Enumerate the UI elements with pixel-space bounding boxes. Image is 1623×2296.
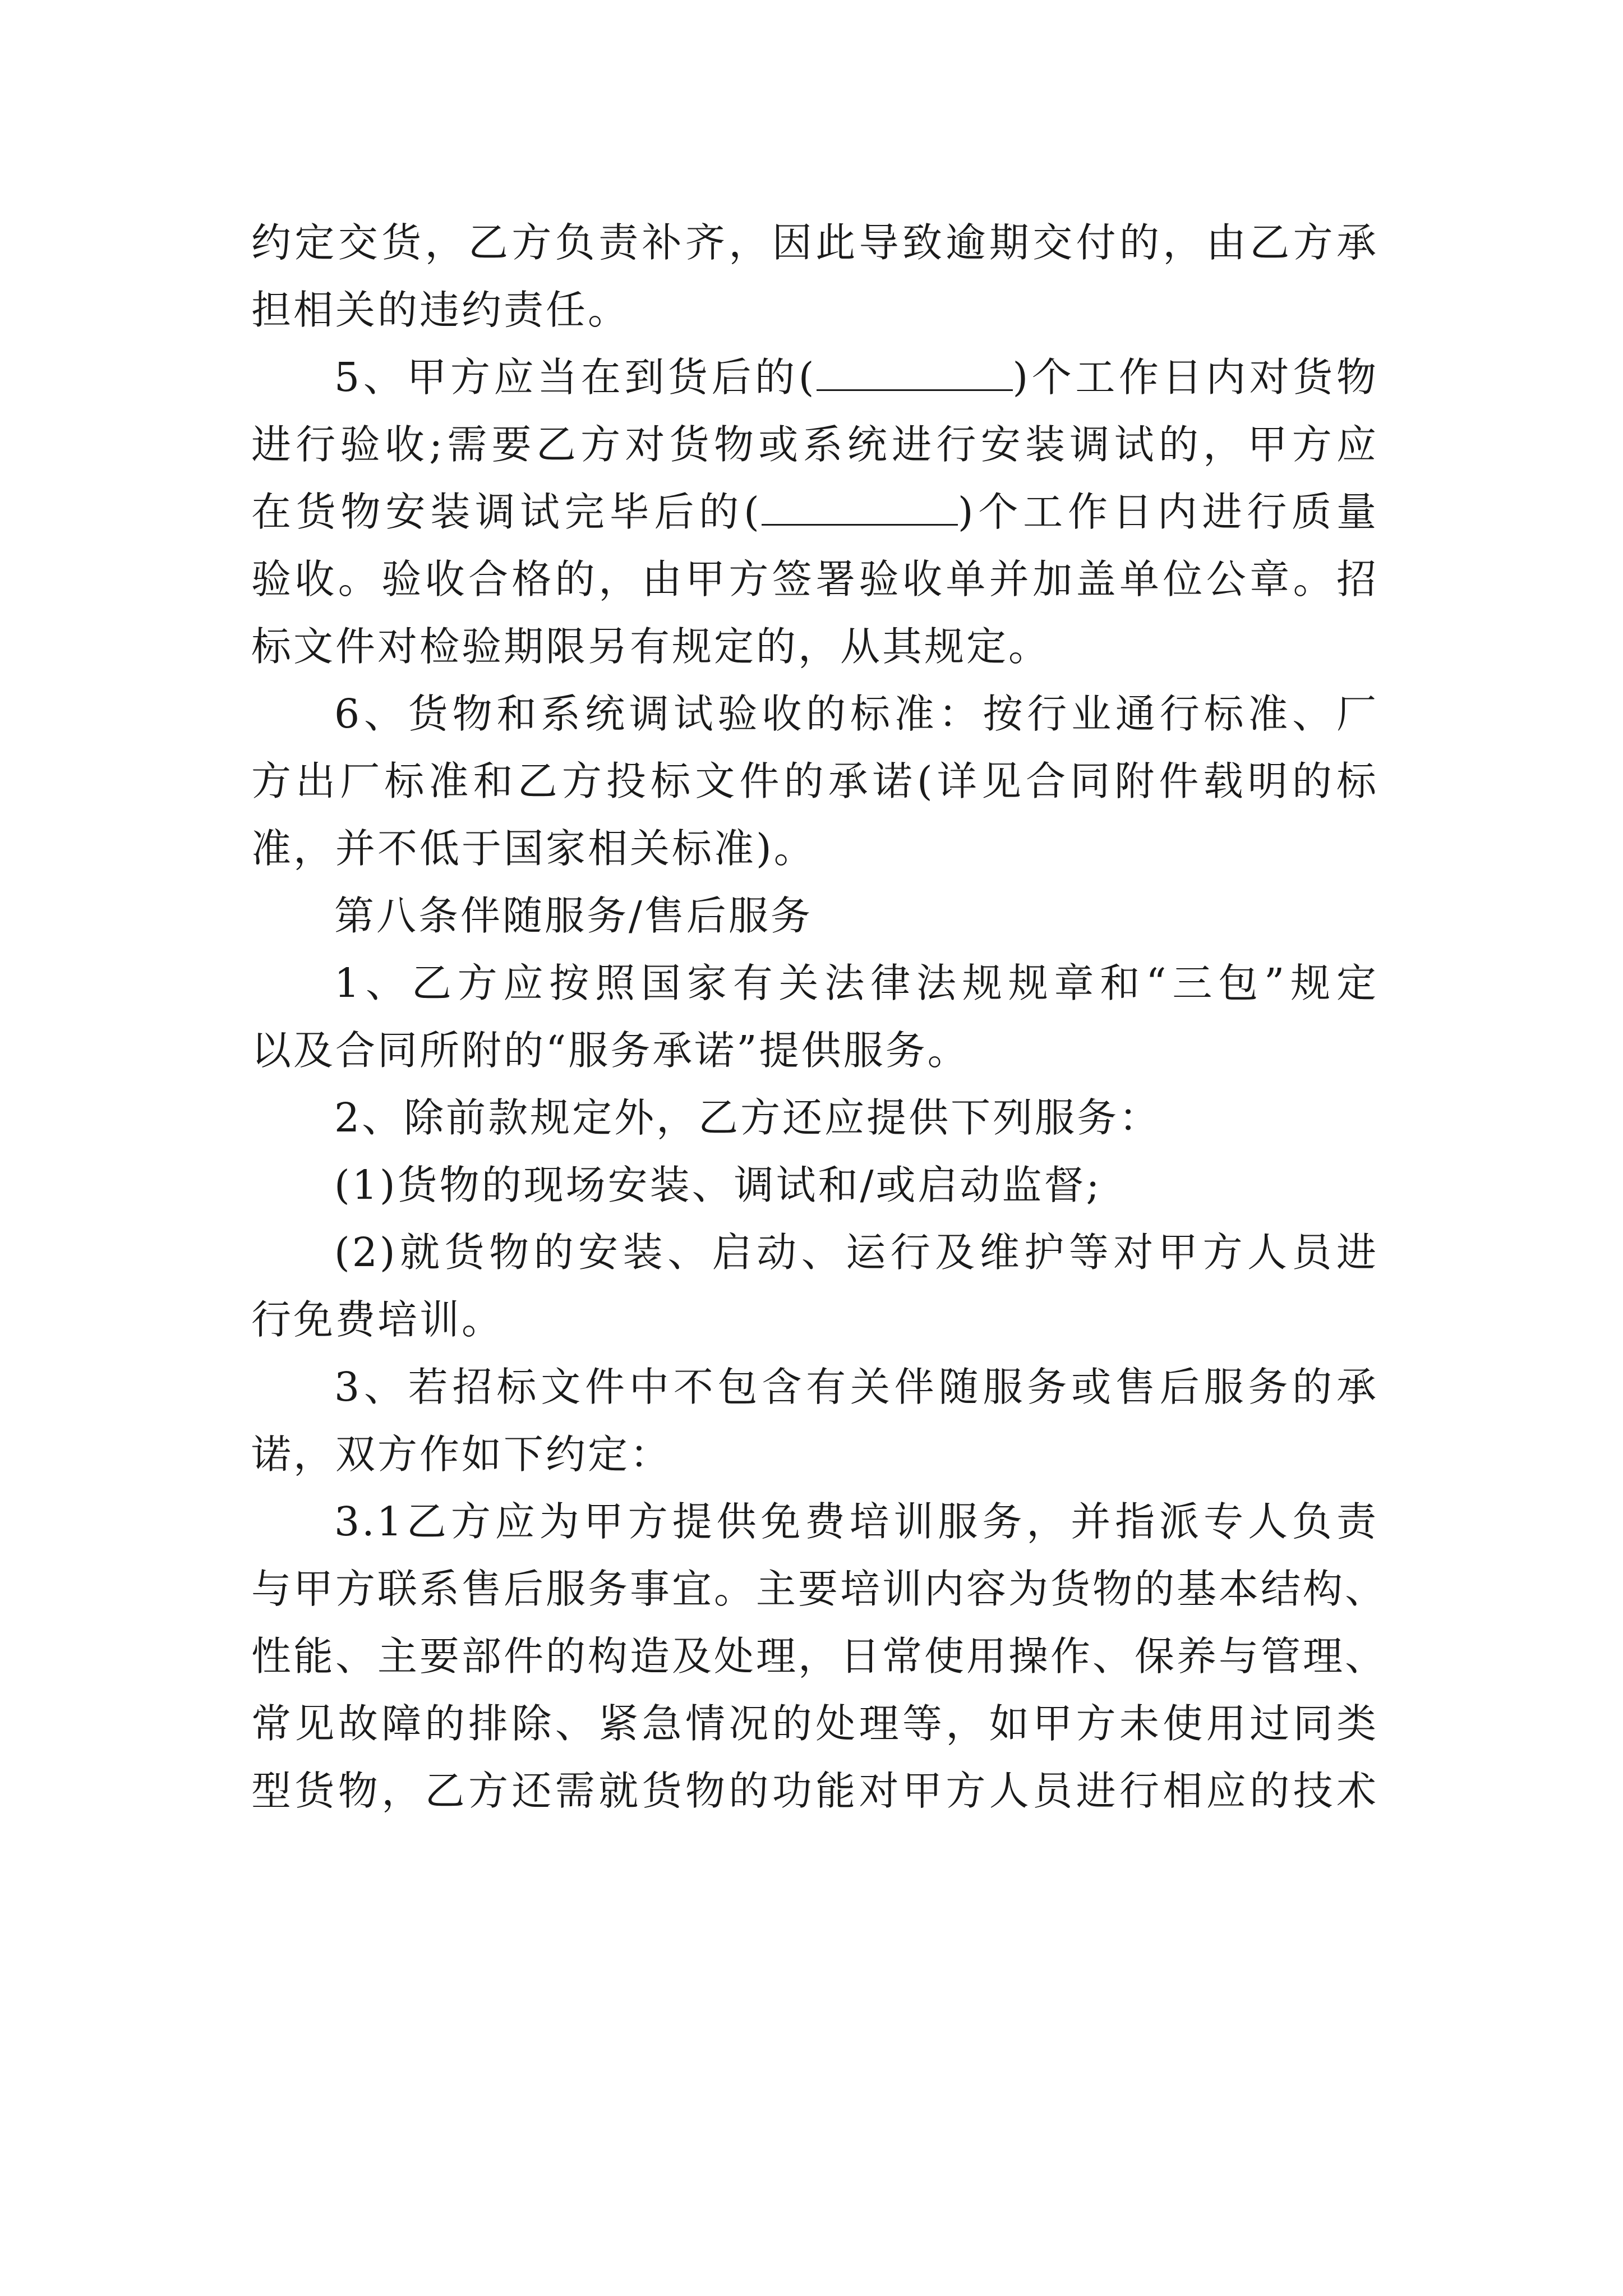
text-line: 担相关的违约责任。	[251, 287, 630, 333]
text-fragment: )个工作日内进行质量	[957, 489, 1378, 535]
text-line: 2、除前款规定外，乙方还应提供下列服务：	[334, 1094, 1161, 1141]
paragraph-service-3	[251, 1354, 1378, 1488]
fill-in-blank	[817, 356, 1013, 391]
section-heading: 第八条伴随服务/售后服务	[334, 892, 813, 939]
text-fragment: )个工作日内对货物	[1012, 354, 1379, 401]
paragraph-service-2-item-1	[251, 1152, 1378, 1219]
text-line: 标文件对检验期限另有规定的，从其规定。	[251, 623, 1051, 670]
text-line: 常见故障的排除、紧急情况的处理等，如甲方未使用过同类	[251, 1700, 1378, 1747]
document-body	[251, 209, 1387, 1825]
text-line: 进行验收;需要乙方对货物或系统进行安装调试的，甲方应	[251, 421, 1378, 468]
text-line	[251, 478, 1378, 546]
text-line: 性能、主要部件的构造及处理，日常使用操作、保养与管理、	[251, 1633, 1387, 1680]
paragraph-service-1	[251, 950, 1378, 1084]
paragraph-service-3-1	[251, 1488, 1387, 1825]
paragraph-acceptance-inspection	[251, 344, 1378, 680]
paragraph-service-2-item-2	[251, 1219, 1378, 1354]
text-line: 验收。验收合格的，由甲方签署验收单并加盖单位公章。招	[251, 556, 1378, 602]
text-fragment: 在货物安装调试完毕后的(	[251, 489, 762, 535]
text-line: 约定交货，乙方负责补齐，因此导致逾期交付的，由乙方承	[251, 219, 1378, 266]
paragraph-delivery-liability	[251, 209, 1378, 344]
text-line: 方出厂标准和乙方投标文件的承诺(详见合同附件载明的标	[251, 758, 1378, 804]
text-line: (1)货物的现场安装、调试和/或启动监督;	[334, 1162, 1102, 1208]
text-line: (2)就货物的安装、启动、运行及维护等对甲方人员进	[334, 1229, 1378, 1276]
text-line: 型货物，乙方还需就货物的功能对甲方人员进行相应的技术	[251, 1768, 1378, 1814]
fill-in-blank	[762, 490, 958, 526]
text-line: 6、货物和系统调试验收的标准：按行业通行标准、厂	[334, 691, 1378, 737]
text-line	[251, 344, 1378, 411]
text-line: 诺，双方作如下约定：	[251, 1431, 672, 1478]
text-line: 3.1乙方应为甲方提供免费培训服务，并指派专人负责	[334, 1498, 1378, 1545]
text-line: 1、乙方应按照国家有关法律法规规章和“三包”规定	[334, 960, 1378, 1006]
paragraph-service-2	[251, 1084, 1378, 1152]
paragraph-acceptance-standard	[251, 680, 1378, 882]
text-line: 以及合同所附的“服务承诺”提供服务。	[251, 1027, 970, 1074]
text-line: 准，并不低于国家相关标准)。	[251, 825, 816, 872]
text-line: 与甲方联系售后服务事宜。主要培训内容为货物的基本结构、	[251, 1566, 1387, 1612]
text-line: 3、若招标文件中不包含有关伴随服务或售后服务的承	[334, 1364, 1378, 1410]
text-line: 行免费培训。	[251, 1296, 504, 1343]
text-fragment: 5、甲方应当在到货后的(	[334, 354, 817, 401]
